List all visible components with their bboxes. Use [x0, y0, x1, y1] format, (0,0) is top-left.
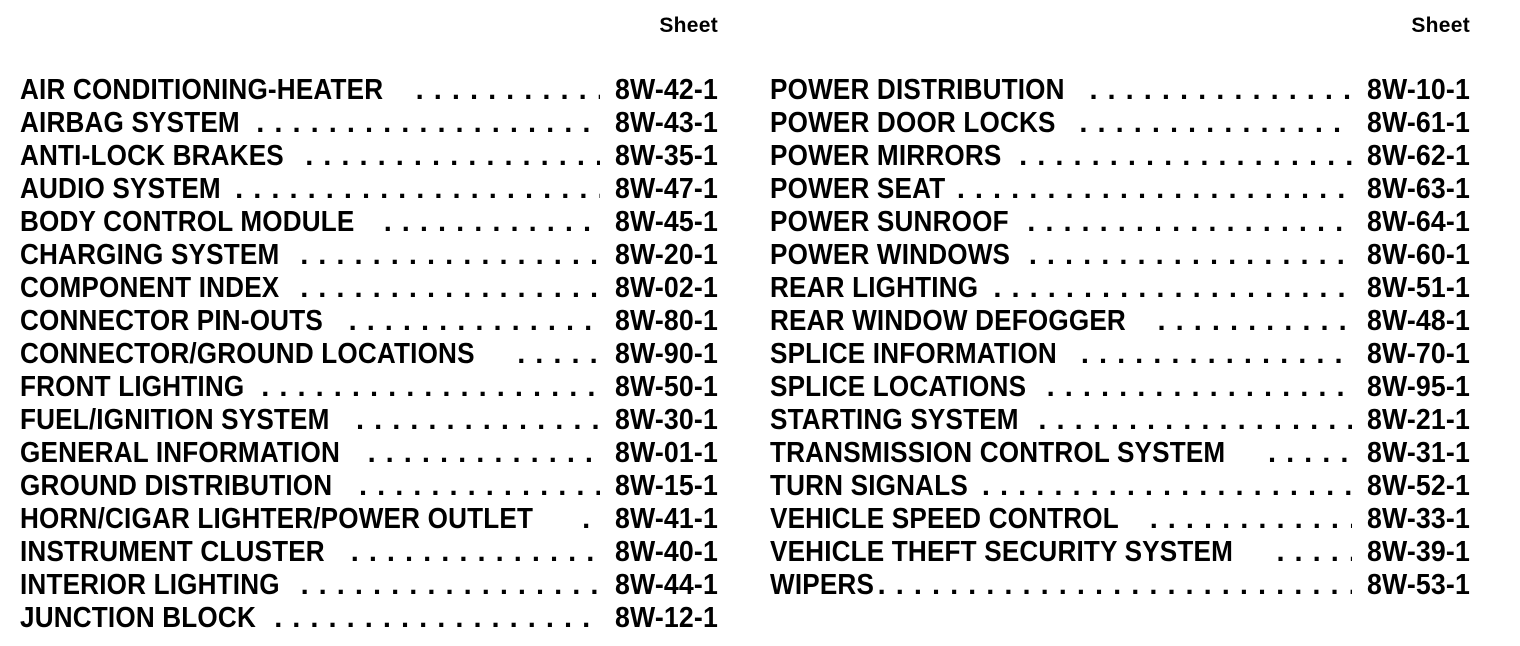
entry-name: COMPONENT INDEX [20, 272, 280, 304]
entry-name: INSTRUMENT CLUSTER [20, 536, 325, 568]
index-entry[interactable] [20, 503, 718, 536]
dot-leader [1019, 140, 1352, 173]
entry-name: POWER DISTRIBUTION [770, 74, 1065, 106]
entry-sheet: 8W-30-1 [614, 404, 718, 436]
index-entry[interactable] [770, 404, 1470, 437]
index-entry[interactable] [770, 437, 1470, 470]
entry-name: VEHICLE THEFT SECURITY SYSTEM [770, 536, 1233, 568]
entry-name: JUNCTION BLOCK [20, 602, 256, 634]
index-entry[interactable] [770, 140, 1470, 173]
dot-leader [235, 173, 600, 206]
index-entry[interactable] [20, 272, 718, 305]
entry-sheet: 8W-52-1 [1366, 470, 1470, 502]
index-entry[interactable] [770, 503, 1470, 536]
index-entry[interactable] [20, 74, 718, 107]
entry-sheet: 8W-40-1 [614, 536, 718, 568]
index-entry[interactable] [770, 305, 1470, 338]
dot-leader [384, 206, 600, 239]
entry-sheet: 8W-39-1 [1366, 536, 1470, 568]
dot-leader [1089, 74, 1352, 107]
index-entry[interactable] [770, 239, 1470, 272]
dot-leader [1027, 206, 1352, 239]
entry-name: CONNECTOR/GROUND LOCATIONS [20, 338, 475, 370]
index-list [20, 74, 718, 635]
dot-leader [993, 272, 1352, 305]
dot-leader [261, 371, 600, 404]
entry-name: AIR CONDITIONING-HEATER [20, 74, 384, 106]
entry-name: REAR WINDOW DEFOGGER [770, 305, 1126, 337]
entry-name: TURN SIGNALS [770, 470, 968, 502]
index-entry[interactable] [20, 140, 718, 173]
dot-leader [1158, 305, 1352, 338]
entry-sheet: 8W-80-1 [614, 305, 718, 337]
index-entry[interactable] [770, 173, 1470, 206]
entry-sheet: 8W-33-1 [1366, 503, 1470, 535]
entry-sheet: 8W-53-1 [1366, 569, 1470, 601]
dot-leader [368, 437, 600, 470]
index-entry[interactable] [20, 338, 718, 371]
entry-sheet: 8W-64-1 [1366, 206, 1470, 238]
entry-sheet: 8W-45-1 [614, 206, 718, 238]
index-entry[interactable] [20, 107, 718, 140]
dot-leader [349, 305, 600, 338]
entry-sheet: 8W-63-1 [1366, 173, 1470, 205]
index-entry[interactable] [20, 602, 718, 635]
index-entry[interactable] [770, 206, 1470, 239]
entry-sheet: 8W-20-1 [614, 239, 718, 271]
dot-leader [1268, 437, 1352, 470]
entry-name: AUDIO SYSTEM [20, 173, 221, 205]
dot-leader [517, 338, 600, 371]
dot-leader [274, 602, 600, 635]
entry-name: POWER DOOR LOCKS [770, 107, 1056, 139]
dot-leader [1047, 371, 1352, 404]
sheet-column-header: Sheet [1411, 14, 1470, 37]
entry-sheet: 8W-44-1 [614, 569, 718, 601]
entry-sheet: 8W-21-1 [1366, 404, 1470, 436]
dot-leader [982, 470, 1352, 503]
entry-sheet: 8W-95-1 [1366, 371, 1470, 403]
entry-name: WIPERS [770, 569, 875, 601]
entry-sheet: 8W-90-1 [614, 338, 718, 370]
index-list [770, 74, 1470, 602]
index-entry[interactable] [20, 239, 718, 272]
entry-name: SPLICE LOCATIONS [770, 371, 1027, 403]
entry-sheet: 8W-41-1 [614, 503, 718, 535]
entry-sheet: 8W-51-1 [1366, 272, 1470, 304]
index-entry[interactable] [20, 437, 718, 470]
entry-sheet: 8W-31-1 [1366, 437, 1470, 469]
entry-sheet: 8W-61-1 [1366, 107, 1470, 139]
entry-name: CONNECTOR PIN-OUTS [20, 305, 323, 337]
index-entry[interactable] [20, 371, 718, 404]
sheet-column-header: Sheet [659, 14, 718, 37]
entry-name: SPLICE INFORMATION [770, 338, 1057, 370]
entry-name: BODY CONTROL MODULE [20, 206, 355, 238]
index-entry[interactable] [20, 404, 718, 437]
entry-name: INTERIOR LIGHTING [20, 569, 280, 601]
dot-leader [351, 536, 600, 569]
index-entry[interactable] [20, 305, 718, 338]
entry-name: GENERAL INFORMATION [20, 437, 341, 469]
entry-sheet: 8W-02-1 [614, 272, 718, 304]
entry-sheet: 8W-10-1 [1366, 74, 1470, 106]
dot-leader [256, 107, 600, 140]
entry-name: CHARGING SYSTEM [20, 239, 280, 271]
entry-name: FUEL/IGNITION SYSTEM [20, 404, 330, 436]
entry-sheet: 8W-70-1 [1366, 338, 1470, 370]
index-entry[interactable] [770, 470, 1470, 503]
index-entry[interactable] [20, 569, 718, 602]
dot-leader [301, 569, 600, 602]
entry-name: POWER SEAT [770, 173, 946, 205]
entry-sheet: 8W-35-1 [614, 140, 718, 172]
dot-leader [1150, 503, 1352, 536]
dot-leader [305, 140, 600, 173]
entry-name: POWER SUNROOF [770, 206, 1009, 238]
entry-name: HORN/CIGAR LIGHTER/POWER OUTLET [20, 503, 534, 535]
entry-sheet: 8W-42-1 [614, 74, 718, 106]
dot-leader [1038, 404, 1352, 437]
entry-sheet: 8W-01-1 [614, 437, 718, 469]
entry-sheet: 8W-12-1 [614, 602, 718, 634]
dot-leader [1079, 107, 1352, 140]
entry-name: FRONT LIGHTING [20, 371, 245, 403]
index-entry[interactable] [20, 470, 718, 503]
entry-sheet: 8W-48-1 [1366, 305, 1470, 337]
index-entry[interactable] [20, 173, 718, 206]
entry-name: POWER MIRRORS [770, 140, 1002, 172]
entry-name: GROUND DISTRIBUTION [20, 470, 333, 502]
index-entry[interactable] [770, 272, 1470, 305]
entry-name: POWER WINDOWS [770, 239, 1011, 271]
entry-sheet: 8W-47-1 [614, 173, 718, 205]
dot-leader [300, 272, 600, 305]
dot-leader [878, 569, 1352, 602]
index-entry[interactable] [770, 107, 1470, 140]
index-entry[interactable] [770, 338, 1470, 371]
dot-leader [1029, 239, 1352, 272]
index-entry[interactable] [770, 569, 1470, 602]
entry-name: ANTI-LOCK BRAKES [20, 140, 284, 172]
entry-sheet: 8W-60-1 [1366, 239, 1470, 271]
index-entry[interactable] [770, 536, 1470, 569]
entry-name: STARTING SYSTEM [770, 404, 1019, 436]
dot-leader [1081, 338, 1352, 371]
dot-leader [582, 503, 600, 536]
index-entry[interactable] [20, 206, 718, 239]
dot-leader [957, 173, 1352, 206]
entry-name: TRANSMISSION CONTROL SYSTEM [770, 437, 1226, 469]
dot-leader [356, 404, 600, 437]
index-entry[interactable] [20, 536, 718, 569]
entry-sheet: 8W-43-1 [614, 107, 718, 139]
entry-name: REAR LIGHTING [770, 272, 979, 304]
entry-sheet: 8W-50-1 [614, 371, 718, 403]
entry-name: AIRBAG SYSTEM [20, 107, 240, 139]
entry-sheet: 8W-15-1 [614, 470, 718, 502]
dot-leader [300, 239, 600, 272]
dot-leader [416, 74, 600, 107]
dot-leader [359, 470, 600, 503]
entry-sheet: 8W-62-1 [1366, 140, 1470, 172]
entry-name: VEHICLE SPEED CONTROL [770, 503, 1119, 535]
index-entry[interactable] [770, 371, 1470, 404]
index-entry[interactable] [770, 74, 1470, 107]
dot-leader [1276, 536, 1352, 569]
